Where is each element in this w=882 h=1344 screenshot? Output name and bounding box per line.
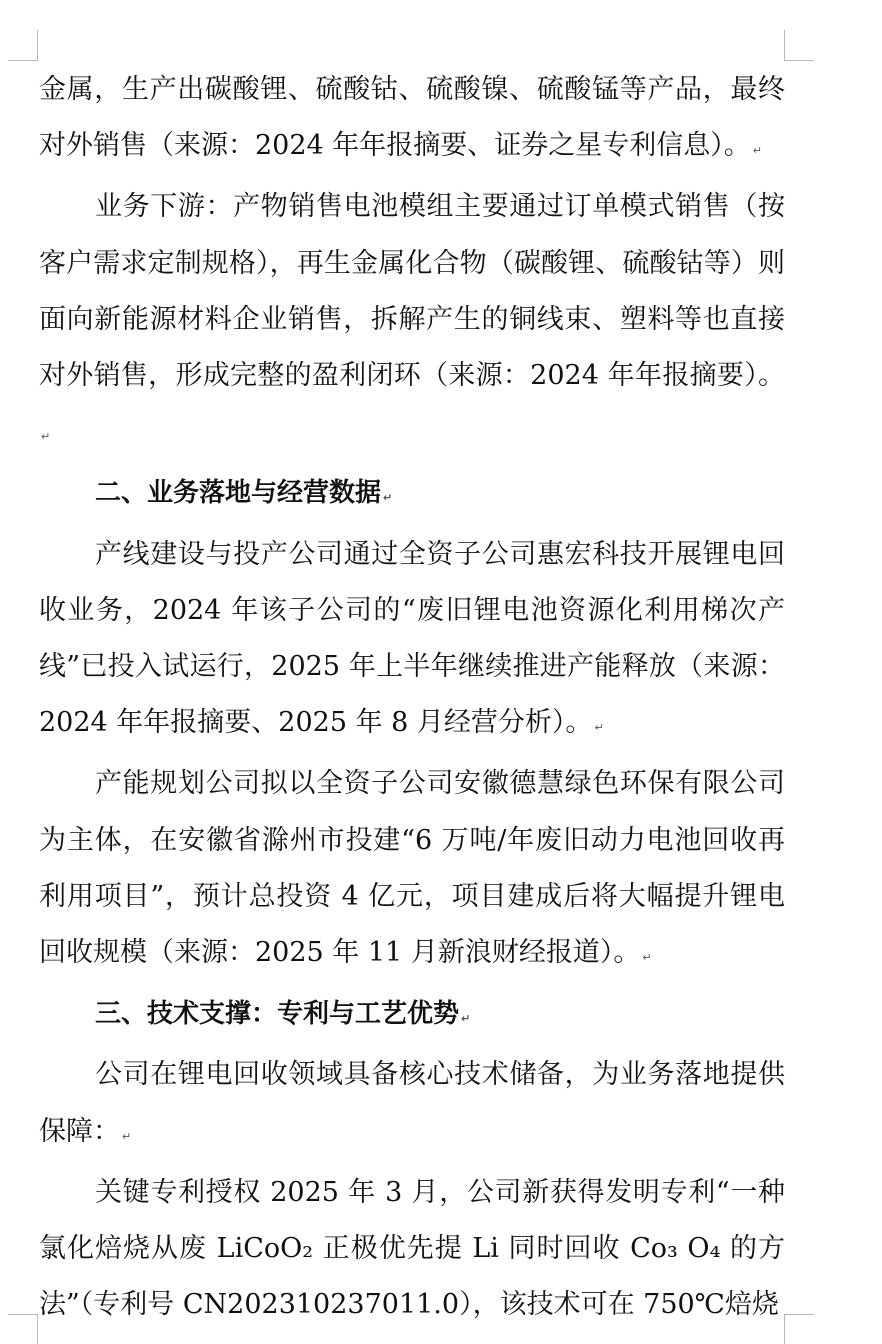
crop-mark-top-right-horizontal bbox=[784, 60, 814, 61]
heading-text: 二、业务落地与经营数据 bbox=[95, 478, 382, 509]
paragraph-mark-icon: ↵ bbox=[383, 491, 393, 505]
section-heading-technology[interactable] bbox=[39, 986, 785, 1047]
paragraph-text: 产线建设与投产公司通过全资子公司惠宏科技开展锂电回收业务，2024 年该子公司的“废旧锂电池资源化利用梯次产线”已投入试运行，2025 年上半年继续推进产能释放（来源：2024 年年报摘要、2025 年 8 月经营分析）。 bbox=[39, 538, 785, 739]
paragraph-text: 关键专利授权 2025 年 3 月，公司新获得发明专利“一种氯化焙烧从废 LiCoO₂ 正极优先提 Li 同时回收 Co₃ O₄ 的方法”（专利号 CN202310237011.0），该技术可在 750℃焙烧 bbox=[39, 1176, 785, 1321]
paragraph-production-line[interactable] bbox=[39, 527, 785, 757]
paragraph-text: 公司在锂电回收领域具备核心技术储备，为业务落地提供保障： bbox=[39, 1059, 785, 1147]
paragraph-capacity-plan[interactable] bbox=[39, 756, 785, 986]
crop-mark-bottom-right-horizontal bbox=[784, 1314, 814, 1315]
crop-mark-top-right-vertical bbox=[784, 30, 785, 60]
crop-mark-top-left-horizontal bbox=[8, 60, 38, 61]
paragraph-mark-icon: ↵ bbox=[594, 721, 604, 735]
paragraph-downstream[interactable] bbox=[39, 179, 785, 465]
paragraph-text: 产能规划公司拟以全资子公司安徽德慧绿色环保有限公司为主体，在安徽省滁州市投建“6 万吨/年废旧动力电池回收再利用项目”，预计总投资 4 亿元，项目建成后将大幅提升锂电回收规模（来源：2025 年 11 月新浪财经报道）。 bbox=[39, 768, 785, 969]
paragraph-mark-icon: ↵ bbox=[122, 1129, 132, 1143]
paragraph-continuation[interactable] bbox=[39, 62, 785, 179]
paragraph-mark-icon: ↵ bbox=[461, 1012, 471, 1026]
crop-mark-top-left-vertical bbox=[37, 30, 38, 60]
document-page[interactable] bbox=[39, 62, 785, 1333]
paragraph-mark-icon: ↵ bbox=[41, 430, 51, 444]
paragraph-text: 业务下游：产物销售电池模组主要通过订单模式销售（按客户需求定制规格），再生金属化合物（碳酸锂、硫酸钴等）则面向新能源材料企业销售，拆解产生的铜线束、塑料等也直接对外销售，形成完整的盈利闭环（来源：2024 年年报摘要）。 bbox=[39, 191, 785, 392]
heading-text: 三、技术支撑：专利与工艺优势 bbox=[95, 999, 460, 1030]
paragraph-mark-icon: ↵ bbox=[642, 951, 652, 965]
paragraph-patent[interactable] bbox=[39, 1165, 785, 1334]
crop-mark-bottom-left-vertical bbox=[37, 1314, 38, 1344]
paragraph-tech-reserve[interactable] bbox=[39, 1047, 785, 1164]
paragraph-mark-icon: ↵ bbox=[752, 144, 763, 158]
section-heading-business[interactable] bbox=[39, 465, 785, 526]
crop-mark-bottom-left-horizontal bbox=[8, 1314, 38, 1315]
paragraph-text: 金属，生产出碳酸锂、硫酸钴、硫酸镍、硫酸锰等产品，最终对外销售（来源：2024 年年报摘要、证券之星专利信息）。 bbox=[39, 74, 785, 162]
